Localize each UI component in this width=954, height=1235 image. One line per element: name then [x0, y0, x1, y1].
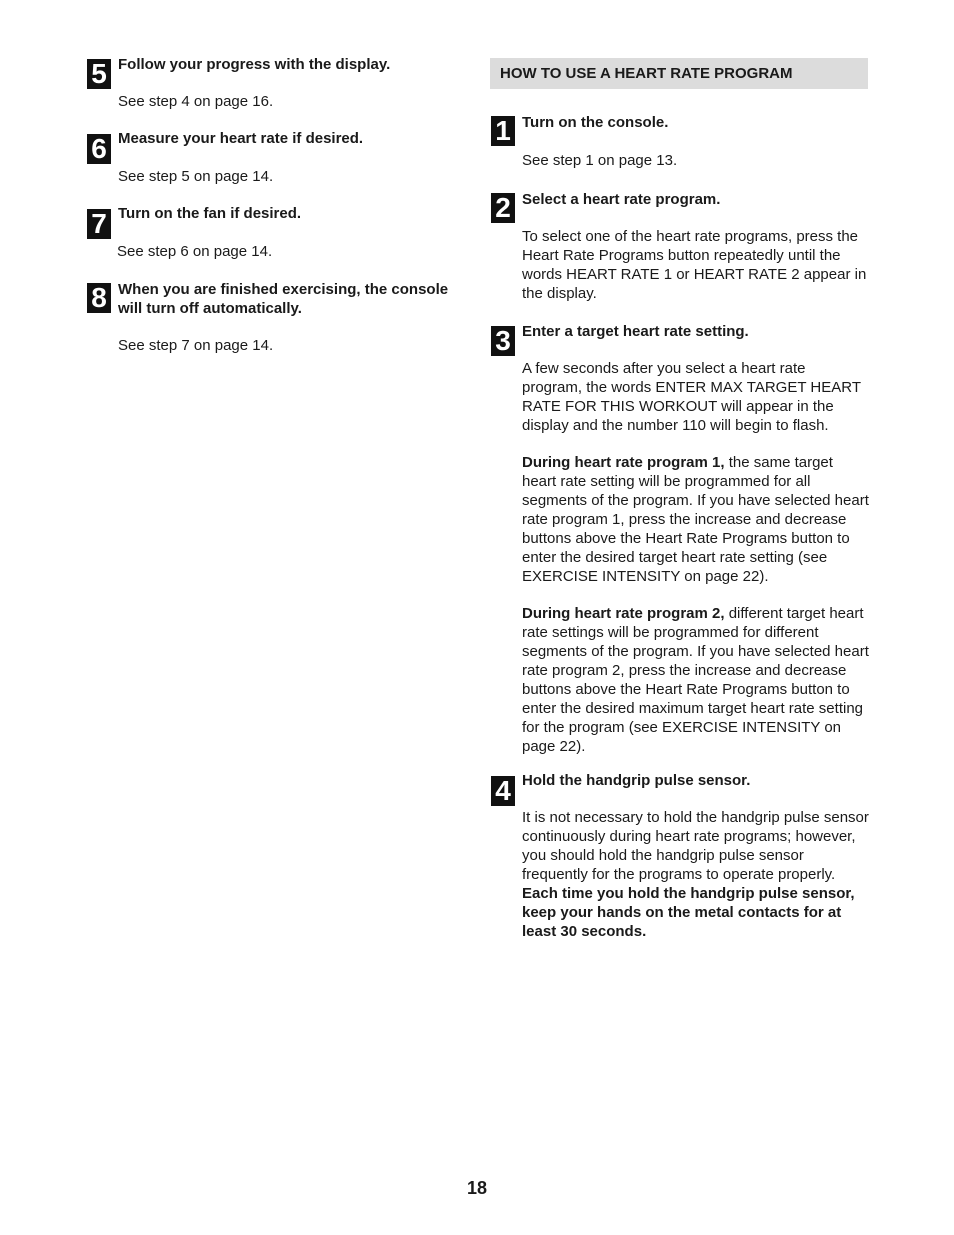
paragraph: A few seconds after you select a heart rate program, the words ENTER MAX TARGET HEART RATE FOR THIS WORKOUT will appear in the display and the number 110 will begin to flash. — [522, 360, 861, 434]
bold-lead: During heart rate program 2, — [522, 605, 725, 622]
paragraph-text: the same target heart rate setting will be programmed for all segments of the program. If you have selected heart rate program 1, press the increase and decrease buttons above the Heart Rate Programs button to enter the desired target heart rate setting (see EXERCISE INTENSITY on page 22). — [522, 454, 869, 585]
step-title: Select a heart rate program. — [522, 191, 721, 208]
paragraph — [522, 604, 869, 756]
step-8 — [87, 280, 477, 360]
hr-step-4 — [491, 771, 871, 951]
step-title-line-1: When you are finished exercising, the console — [118, 281, 449, 298]
paragraph-text: different target heart rate settings will be programmed for different segments of the program. If you have selected heart rate program 2, press the increase and decrease buttons above the Heart Rate Programs button to enter the desired maximum target heart rate setting for the program (see EXERCISE INTENSITY on page 22). — [522, 605, 869, 755]
step-text: See step 7 on page 14. — [118, 337, 274, 354]
step-number-7: 7 — [87, 209, 111, 239]
step-7 — [87, 204, 467, 264]
page-number: 18 — [466, 1178, 488, 1198]
step-6 — [87, 129, 467, 189]
step-title-line-2: will turn off automatically. — [118, 300, 302, 317]
step-title: Turn on the fan if desired. — [118, 205, 302, 222]
step-text: See step 4 on page 16. — [118, 93, 274, 110]
hr-step-number-4: 4 — [491, 776, 515, 806]
step-title: Hold the handgrip pulse sensor. — [522, 772, 751, 789]
step-5 — [87, 55, 467, 115]
step-text — [522, 808, 870, 941]
hr-step-3 — [491, 322, 871, 762]
step-title: Turn on the console. — [522, 114, 669, 131]
hr-step-number-1: 1 — [491, 116, 515, 146]
step-title: Follow your progress with the display. — [118, 56, 391, 73]
step-body — [522, 359, 869, 756]
hr-step-number-2: 2 — [491, 193, 515, 223]
step-title: Measure your heart rate if desired. — [118, 130, 364, 147]
paragraph — [522, 453, 869, 586]
step-text: See step 6 on page 14. — [117, 243, 273, 260]
paragraph-text: It is not necessary to hold the handgrip pulse sensor continuously during heart rate programs; however, you should hold the handgrip pulse sensor frequently for the programs to operate properly. — [522, 809, 869, 883]
step-title: Enter a target heart rate setting. — [522, 323, 749, 340]
step-number-8: 8 — [87, 283, 111, 313]
step-text: See step 5 on page 14. — [118, 168, 274, 185]
step-number-5: 5 — [87, 59, 111, 89]
hr-step-2 — [491, 190, 871, 310]
hr-step-number-3: 3 — [491, 326, 515, 356]
bold-emphasis: Each time you hold the handgrip pulse sensor, keep your hands on the metal contacts for at least 30 seconds. — [522, 885, 855, 940]
step-text: To select one of the heart rate programs, press the Heart Rate Programs button repeatedly until the words HEART RATE 1 or HEART RATE 2 appear in the display. — [522, 228, 867, 302]
hr-step-1 — [491, 113, 871, 173]
step-text: See step 1 on page 13. — [522, 152, 678, 169]
bold-lead: During heart rate program 1, — [522, 454, 725, 471]
section-header: HOW TO USE A HEART RATE PROGRAM — [490, 58, 868, 89]
step-number-6: 6 — [87, 134, 111, 164]
